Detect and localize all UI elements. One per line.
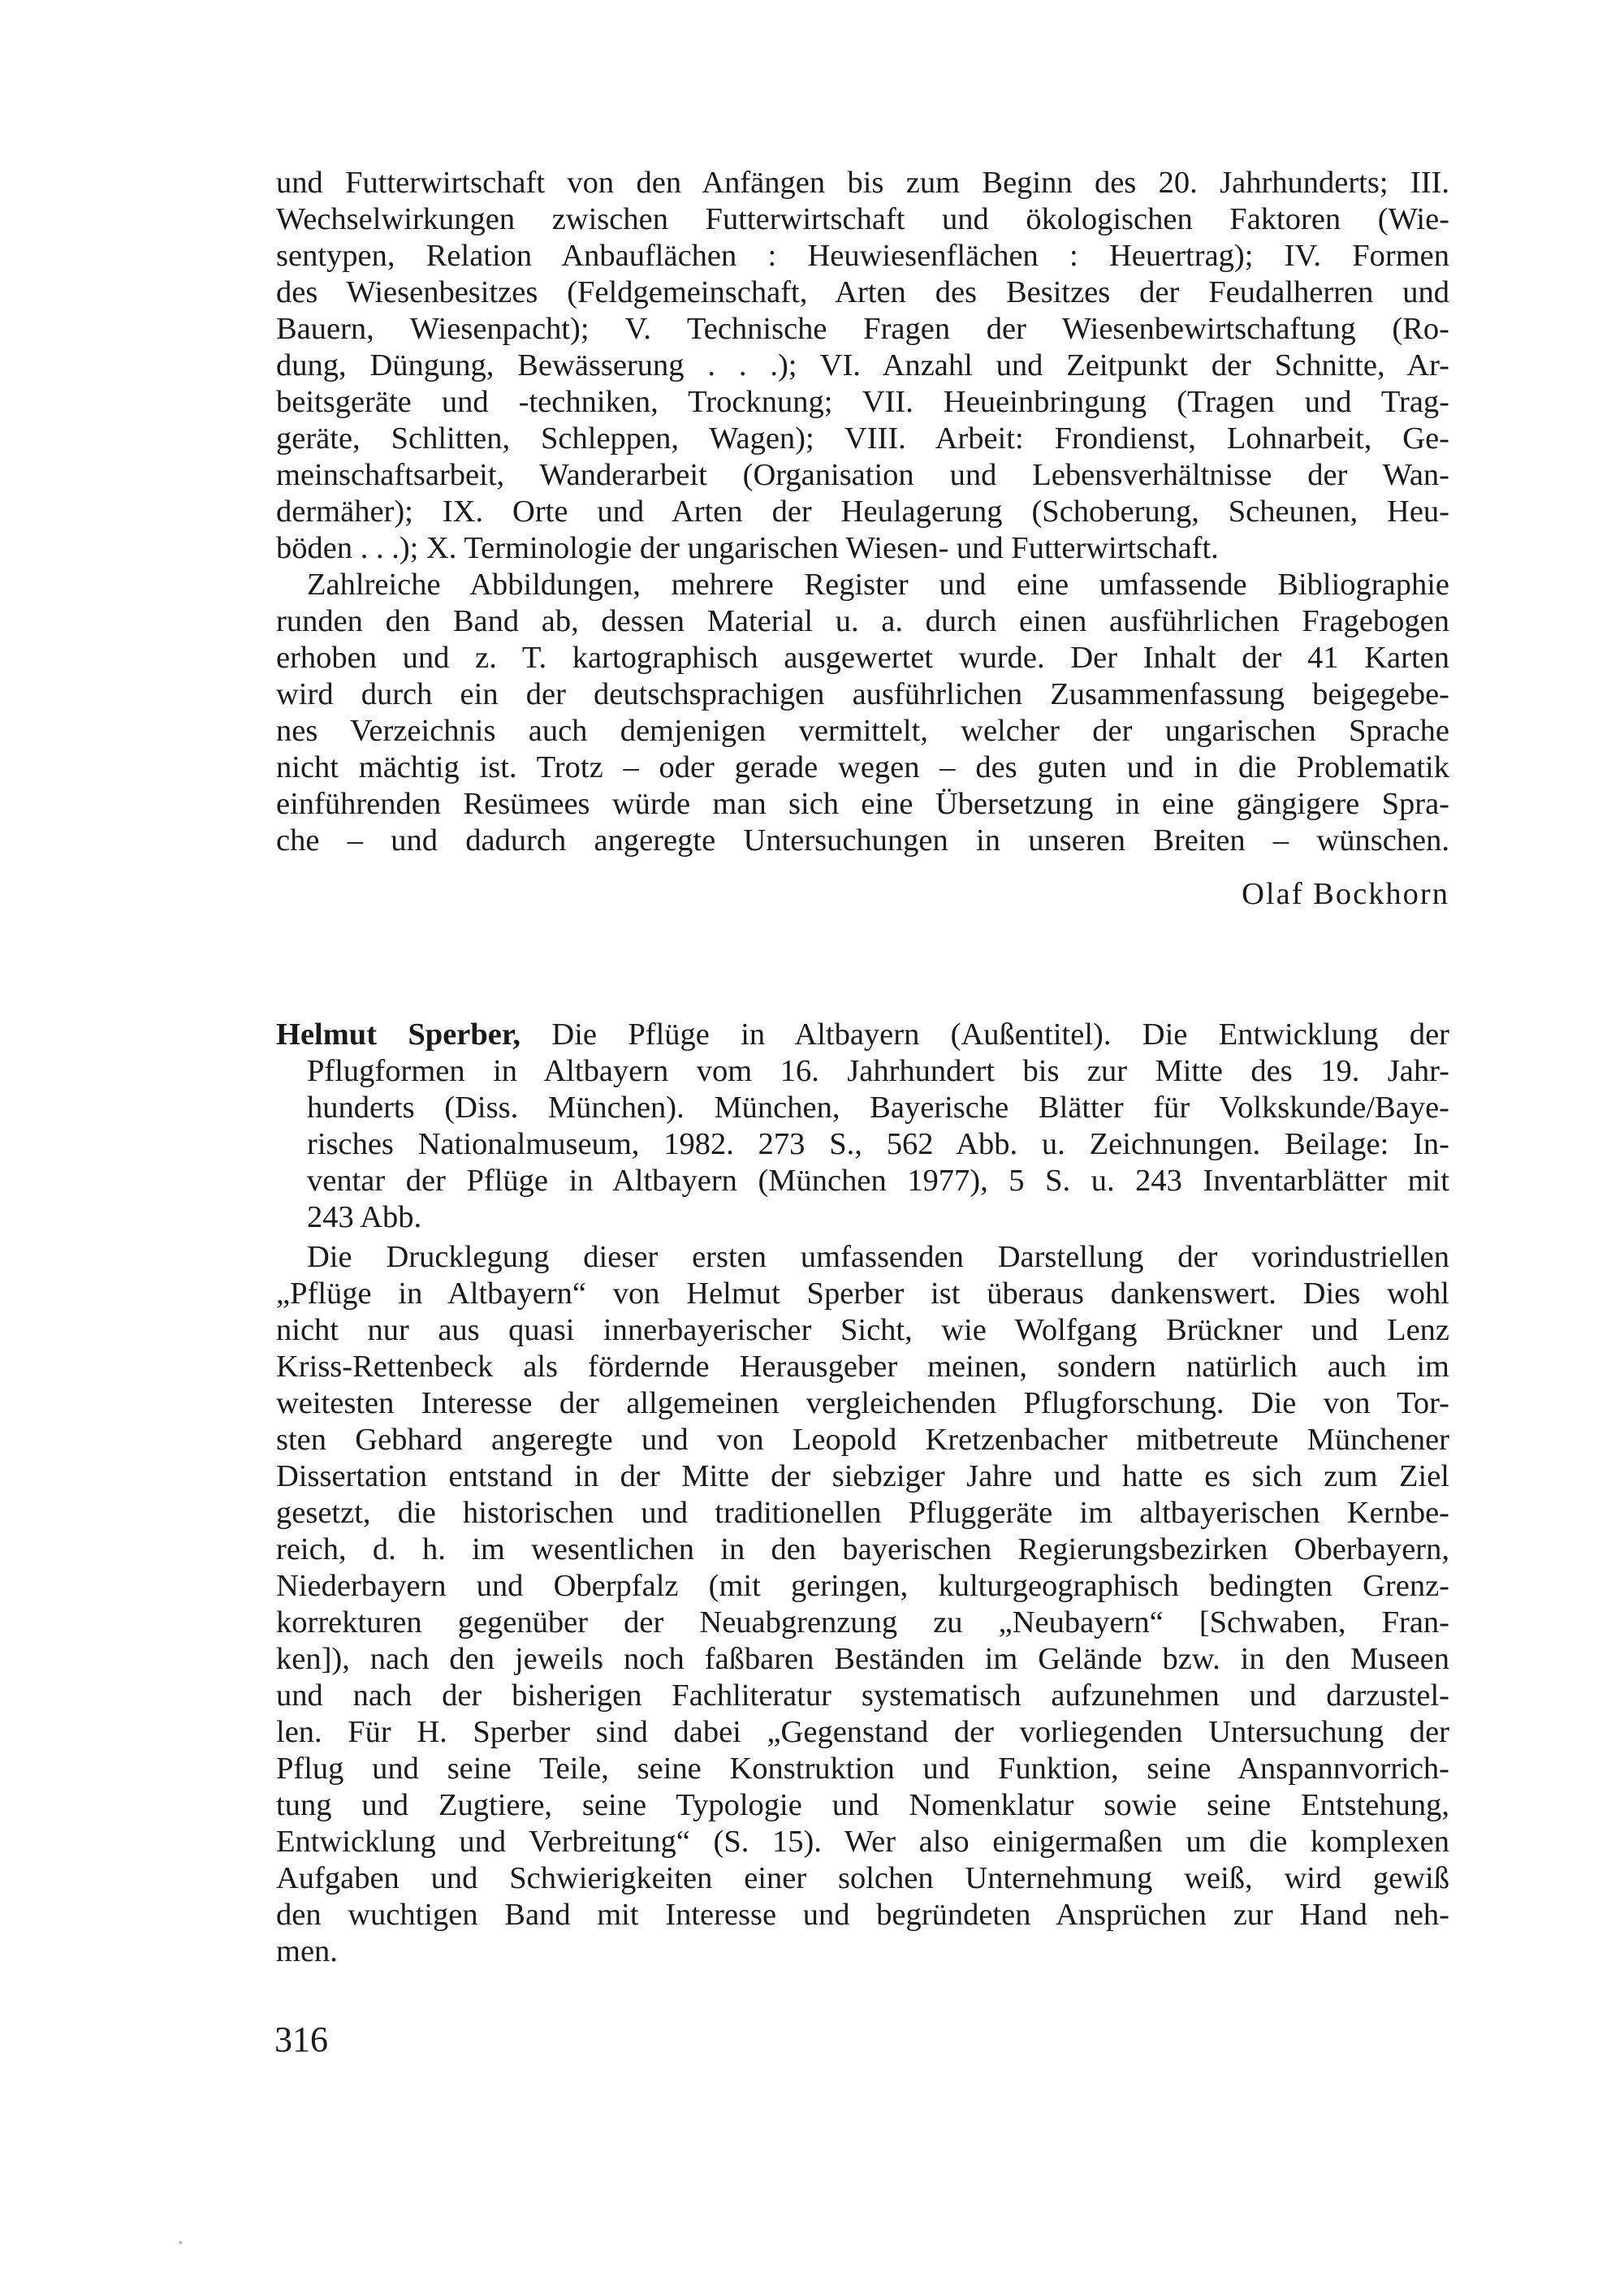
text-line: hunderts (Diss. München). München, Bayerische Blätter für Volkskunde/Baye- (307, 1091, 1449, 1125)
text-line: ken]), nach den jeweils noch faßbaren Beständen im Gelände bzw. in den Museen (276, 1642, 1449, 1676)
page-number: 316 (274, 2020, 328, 2059)
text-line: einführenden Resümees würde man sich eine Übersetzung in eine gängigere Spra- (276, 787, 1449, 821)
scan-artifact (179, 2241, 182, 2244)
review-continuation-paragraph (276, 165, 1449, 567)
review-sperber (276, 1017, 1449, 1970)
text-line: nicht nur aus quasi innerbayerischer Sicht, wie Wolfgang Brückner und Lenz (276, 1313, 1449, 1347)
review-paragraph (276, 567, 1449, 859)
text-line: Bauern, Wiesenpacht); V. Technische Fragen der Wiesenbewirtschaftung (Ro- (276, 312, 1449, 346)
text-line: sten Gebhard angeregte und von Leopold Kretzenbacher mitbetreute Münchener (276, 1423, 1449, 1457)
text-line: korrekturen gegenüber der Neuabgrenzung zu „Neubayern“ [Schwaben, Fran- (276, 1605, 1449, 1639)
book-title: Die Pflüge in Altbayern (Außentitel). Die Entwicklung der (551, 1017, 1449, 1052)
text-line: 243 Abb. (307, 1200, 422, 1234)
text-line: weitesten Interesse der allgemeinen vergleichenden Pflugforschung. Die von Tor- (276, 1386, 1449, 1420)
text-line: len. Für H. Sperber sind dabei „Gegenstand der vorliegenden Untersuchung der (276, 1715, 1449, 1749)
text-line: gesetzt, die historischen und traditionellen Pfluggeräte im altbayerischen Kernbe- (276, 1496, 1449, 1530)
text-line: dermäher); IX. Orte und Arten der Heulagerung (Schoberung, Scheunen, Heu- (276, 495, 1449, 529)
text-line: wird durch ein der deutschsprachigen ausführlichen Zusammenfassung beigegebe- (276, 677, 1449, 711)
text-line: risches Nationalmuseum, 1982. 273 S., 562 Abb. u. Zeichnungen. Beilage: In- (307, 1127, 1449, 1161)
text-line: men. (276, 1934, 338, 1968)
text-line: tung und Zugtiere, seine Typologie und Nomenklatur sowie seine Entstehung, (276, 1788, 1449, 1822)
text-line: erhoben und z. T. kartographisch ausgewertet wurde. Der Inhalt der 41 Karten (276, 641, 1449, 675)
text-line: „Pflüge in Altbayern“ von Helmut Sperber ist überaus dankenswert. Dies wohl (276, 1277, 1449, 1311)
text-line: runden den Band ab, dessen Material u. a. durch einen ausführlichen Fragebogen (276, 604, 1449, 638)
text-line: nes Verzeichnis auch demjenigen vermittelt, welcher der ungarischen Sprache (276, 714, 1449, 748)
text-line: Die Drucklegung dieser ersten umfassenden Darstellung der vorindustriellen (307, 1240, 1449, 1274)
text-line: Dissertation entstand in der Mitte der siebziger Jahre und hatte es sich zum Ziel (276, 1459, 1449, 1493)
bibliographic-citation (276, 1017, 1449, 1236)
text-line: und nach der bisherigen Fachliteratur systematisch aufzunehmen und darzustel- (276, 1678, 1449, 1713)
text-line: meinschaftsarbeit, Wanderarbeit (Organisation und Lebensverhältnisse der Wan- (276, 458, 1449, 492)
text-line: reich, d. h. im wesentlichen in den bayerischen Regierungsbezirken Oberbayern, (276, 1532, 1449, 1566)
text-line: und Futterwirtschaft von den Anfängen bis zum Beginn des 20. Jahrhunderts; III. (276, 166, 1449, 200)
text-line: Pflugformen in Altbayern vom 16. Jahrhundert bis zur Mitte des 19. Jahr- (307, 1054, 1449, 1088)
text-line: Wechselwirkungen zwischen Futterwirtschaft und ökologischen Faktoren (Wie- (276, 202, 1449, 236)
text-line: che – und dadurch angeregte Untersuchungen in unseren Breiten – wünschen. (276, 823, 1449, 858)
text-line: dung, Düngung, Bewässerung . . .); VI. Anzahl und Zeitpunkt der Schnitte, Ar- (276, 348, 1449, 382)
text-line: Kriss-Rettenbeck als fördernde Herausgeber meinen, sondern natürlich auch im (276, 1350, 1449, 1384)
text-line: beitsgeräte und -techniken, Trocknung; VII. Heueinbringung (Tragen und Trag- (276, 385, 1449, 419)
text-line: nicht mächtig ist. Trotz – oder gerade wegen – des guten und in die Problematik (276, 750, 1449, 784)
text-line: sentypen, Relation Anbauflächen : Heuwiesenflächen : Heuertrag); IV. Formen (276, 239, 1449, 273)
review-paragraph (276, 1239, 1449, 1970)
review-bockhorn (276, 165, 1449, 859)
reviewer-signature: Olaf Bockhorn (1242, 877, 1449, 911)
text-line: Niederbayern und Oberpfalz (mit geringen, kulturgeographisch bedingten Grenz- (276, 1569, 1449, 1603)
text-line: böden . . .); X. Terminologie der ungarischen Wiesen- und Futterwirtschaft. (276, 531, 1219, 565)
text-line: Pflug und seine Teile, seine Konstruktion und Funktion, seine Anspannvorrich- (276, 1752, 1449, 1786)
text-line: ventar der Pflüge in Altbayern (München 1977), 5 S. u. 243 Inventarblätter mit (307, 1164, 1449, 1198)
text-line: den wuchtigen Band mit Interesse und begründeten Ansprüchen zur Hand neh- (276, 1898, 1449, 1932)
text-line: Aufgaben und Schwierigkeiten einer solchen Unternehmung weiß, wird gewiß (276, 1861, 1449, 1895)
text-line: geräte, Schlitten, Schleppen, Wagen); VIII. Arbeit: Frondienst, Lohnarbeit, Ge- (276, 421, 1449, 456)
citation-first-line (276, 1017, 1449, 1053)
text-line: Zahlreiche Abbildungen, mehrere Register und eine umfassende Bibliographie (307, 568, 1449, 602)
book-author: Helmut Sperber, (276, 1017, 521, 1052)
text-line: Entwicklung und Verbreitung“ (S. 15). Wer also einigermaßen um die komplexen (276, 1825, 1449, 1859)
text-line: des Wiesenbesitzes (Feldgemeinschaft, Arten des Besitzes der Feudalherren und (276, 275, 1449, 309)
